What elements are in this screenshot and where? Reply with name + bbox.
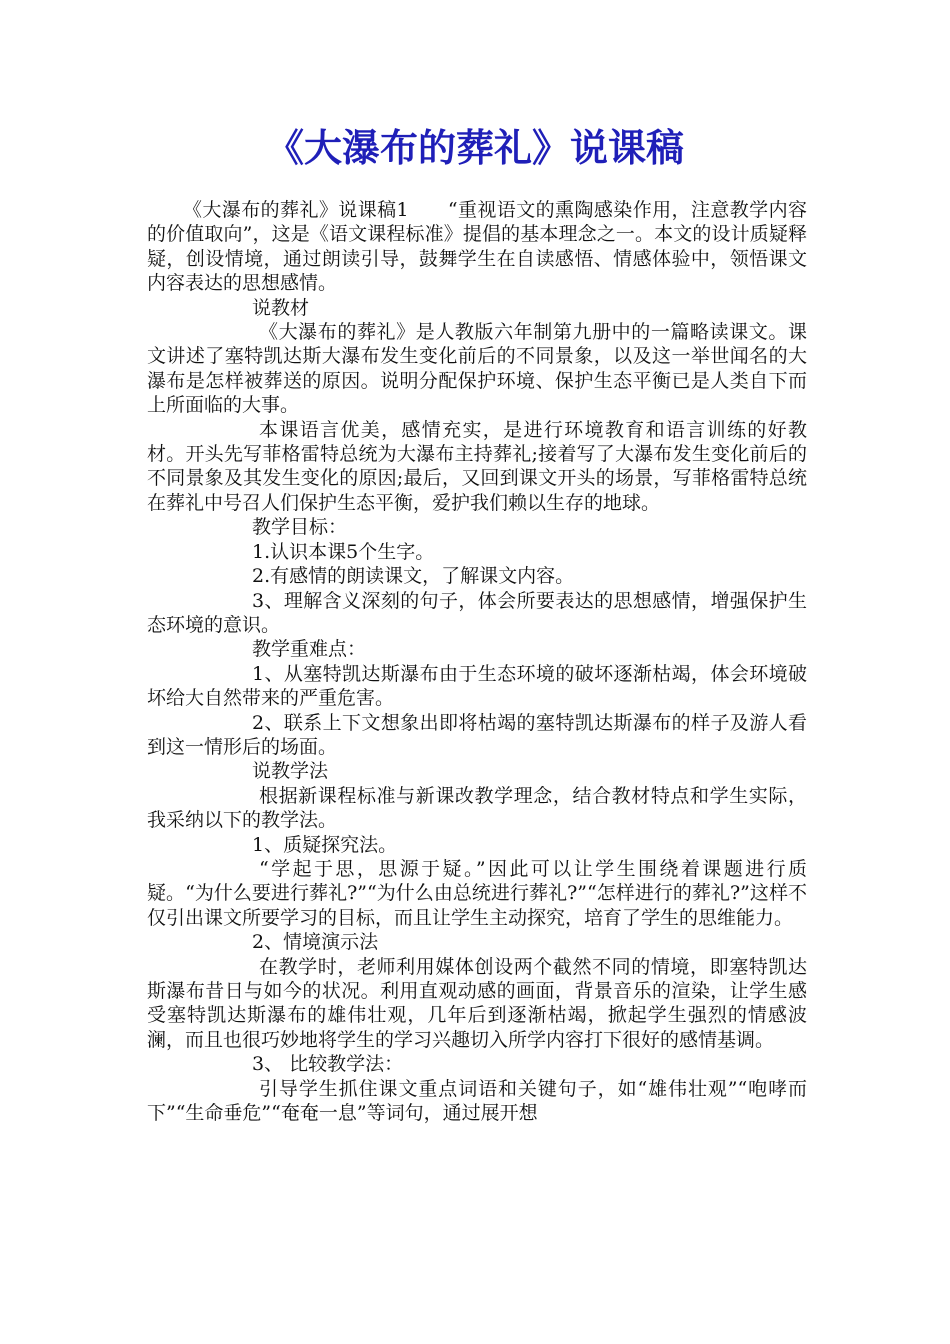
section-heading-methods: 说教学法	[252, 760, 329, 783]
textbook-paragraph: 本课语言优美，感情充实，是进行环境教育和语言训练的好教材。开头先写菲格雷特总统为大瀑布主持葬礼;接着写了大瀑布发生变化前后的不同景象及其发生变化的原因;最后，又回到课文开头的场景，写菲格雷特总统在葬礼中号召人们保护生态平衡，爱护我们赖以生存的地球。	[147, 418, 807, 514]
section-heading-goals: 教学目标：	[252, 516, 348, 539]
method-heading: 2、情境演示法	[252, 931, 379, 954]
intro-paragraph: 《大瀑布的葬礼》说课稿1 “重视语文的熏陶感染作用，注意教学内容的价值取向”，这是《语文课程标准》提倡的基本理念之一。本文的设计质疑释疑，创设情境，通过朗读引导，鼓舞学生在自读感悟、情感体验中，领悟课文内容表达的思想感情。	[147, 199, 807, 295]
document-title: 《大瀑布的葬礼》说课稿	[265, 125, 684, 170]
method-heading: 1、质疑探究法。	[252, 833, 398, 856]
method-heading: 3、 比较教学法：	[252, 1053, 404, 1076]
goal-item: 2.有感情的朗读课文，了解课文内容。	[252, 565, 575, 588]
keypoint-item: 2、联系上下文想象出即将枯竭的塞特凯达斯瀑布的样子及游人看到这一情形后的场面。	[147, 711, 807, 758]
methods-intro-paragraph: 根据新课程标准与新课改教学理念，结合教材特点和学生实际，我采纳以下的教学法。	[147, 784, 807, 832]
keypoint-item: 1、从塞特凯达斯瀑布由于生态环境的破坏逐渐枯竭，体会环境破坏给大自然带来的严重危害。	[147, 662, 807, 710]
method-paragraph: 在教学时，老师利用媒体创设两个截然不同的情境，即塞特凯达斯瀑布昔日与如今的状况。利用直观动感的画面，背景音乐的渲染，让学生感受塞特凯达斯瀑布的雄伟壮观，几年后到逐渐枯竭，掀起学生强烈的情感波澜，而且也很巧妙地将学生的学习兴趣切入所学内容打下很好的感情基调。	[147, 955, 807, 1051]
method-paragraph: 引导学生抓住课文重点词语和关键句子，如“雄伟壮观”“咆哮而下”“生命垂危”“奄奄一息”等词句，通过展开想	[147, 1077, 807, 1125]
document-body	[147, 198, 807, 1125]
method-paragraph: “学起于思，思源于疑。”因此可以让学生围绕着课题进行质疑。“为什么要进行葬礼?”“为什么由总统进行葬礼?”“怎样进行的葬礼?”这样不仅引出课文所要学习的目标，而且让学生主动探究，培育了学生的思维能力。	[147, 857, 807, 929]
section-heading-textbook: 说教材	[252, 296, 310, 319]
textbook-paragraph: 《大瀑布的葬礼》是人教版六年制第九册中的一篇略读课文。课文讲述了塞特凯达斯大瀑布发生变化前后的不同景象，以及这一举世闻名的大瀑布是怎样被葬送的原因。说明分配保护环境、保护生态平衡已是人类自下而上所面临的大事。	[147, 321, 807, 417]
goal-item: 3、理解含义深刻的句子，体会所要表达的思想感情，增强保护生态环境的意识。	[147, 589, 807, 636]
section-heading-keypoints: 教学重难点：	[252, 638, 367, 661]
goal-item: 1.认识本课5个生字。	[252, 540, 435, 563]
